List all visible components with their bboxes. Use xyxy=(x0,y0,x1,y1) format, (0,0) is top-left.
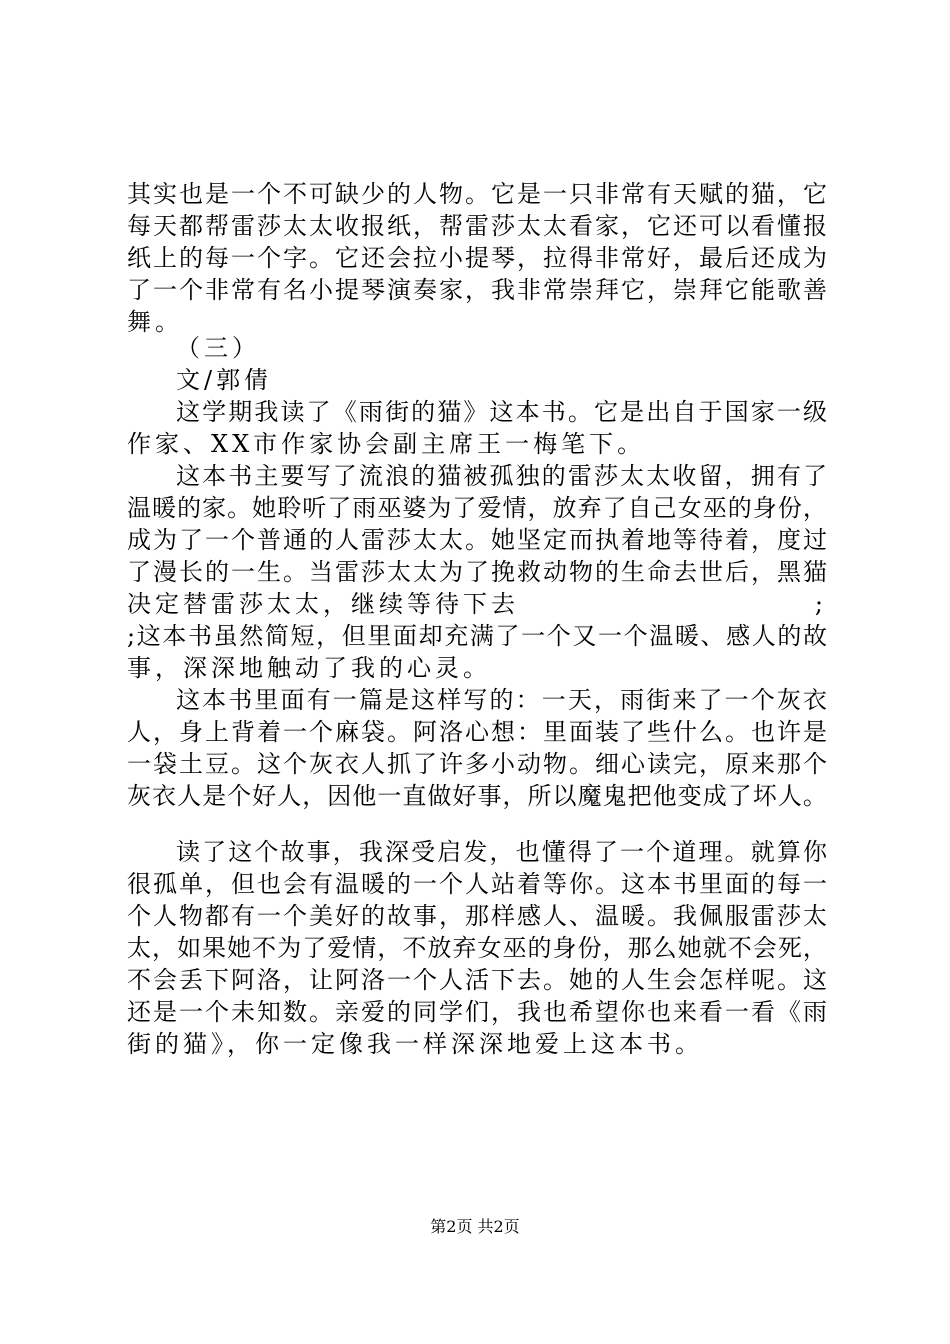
text-line: 了 漫 长 的 一 生 。 当 雷 莎 太 太 为 了 挽 救 动 物 的 生 命 去 世 后 ， 黑 猫 xyxy=(127,558,827,586)
page-footer: 第2页 共2页 xyxy=(430,1217,520,1236)
text-line: 纸 上 的 每 一 个 字 。 它 还 会 拉 小 提 琴 ， 拉 得 非 常 好 ， 最 后 还 成 为 xyxy=(127,244,827,272)
text-line: 个 人 物 都 有 一 个 美 好 的 故 事 ， 那 样 感 人 、 温 暖 。 我 佩 服 雷 莎 太 xyxy=(127,902,827,930)
text-line: 人 ， 身 上 背 着 一 个 麻 袋 。 阿 洛 心 想 ： 里 面 装 了 些 什 么 。 也 许 是 xyxy=(127,718,827,746)
text-line: 太 ， 如 果 她 不 为 了 爱 情 ， 不 放 弃 女 巫 的 身 份 ， 那 么 她 就 不 会 死 ， xyxy=(127,934,827,962)
text-line: 温 暖 的 家 。 她 聆 听 了 雨 巫 婆 为 了 爱 情 ， 放 弃 了 自 己 女 巫 的 身 份 ， xyxy=(127,494,827,522)
text-line: ; 这 本 书 虽 然 简 短 ， 但 里 面 却 充 满 了 一 个 又 一 个 温 暖 、 感 人 的 故 xyxy=(127,622,827,650)
text-line: 成 为 了 一 个 普 通 的 人 雷 莎 太 太 。 她 坚 定 而 执 着 地 等 待 着 ， 度 过 xyxy=(127,526,827,554)
text-line: 街的猫》，你一定像我一样深深地爱上这本书。 xyxy=(127,1030,703,1058)
text-line: 决 定 替 雷 莎 太 太 ， 继 续 等 待 下 去 ; xyxy=(127,590,827,618)
text-line: 还 是 一 个 未 知 数 。 亲 爱 的 同 学 们 ， 我 也 希 望 你 也 来 看 一 看 《 雨 xyxy=(127,998,827,1026)
text-line: 每 天 都 帮 雷 莎 太 太 收 报 纸 ， 帮 雷 莎 太 太 看 家 ， 它 还 可 以 看 懂 报 xyxy=(127,212,827,240)
text-line: 读 了 这 个 故 事 ， 我 深 受 启 发 ， 也 懂 得 了 一 个 道 理 。 就 算 你 xyxy=(176,838,827,866)
text-line: 不 会 丢 下 阿 洛 ， 让 阿 洛 一 个 人 活 下 去 。 她 的 人 生 会 怎 样 呢 。 这 xyxy=(127,966,827,994)
text-line: 文/郭倩 xyxy=(176,366,273,394)
text-line: 很 孤 单 ， 但 也 会 有 温 暖 的 一 个 人 站 着 等 你 。 这 本 书 里 面 的 每 一 xyxy=(127,870,827,898)
text-line: 作家、XX市作家协会副主席王一梅笔下。 xyxy=(127,430,646,458)
text-line: 灰 衣 人 是 个 好 人 ， 因 他 一 直 做 好 事 ， 所 以 魔 鬼 把 他 变 成 了 坏 人 。 xyxy=(127,782,827,810)
text-line: 这 本 书 里 面 有 一 篇 是 这 样 写 的 ： 一 天 ， 雨 街 来 了 一 个 灰 衣 xyxy=(176,686,827,714)
text-line: 舞。 xyxy=(127,308,183,336)
text-line: （三） xyxy=(176,334,260,362)
text-line: 这 本 书 主 要 写 了 流 浪 的 猫 被 孤 独 的 雷 莎 太 太 收 留 ， 拥 有 了 xyxy=(176,462,827,490)
text-line: 这 学 期 我 读 了 《 雨 街 的 猫 》 这 本 书 。 它 是 出 自 于 国 家 一 级 xyxy=(176,398,827,426)
text-line: 一 袋 土 豆 。 这 个 灰 衣 人 抓 了 许 多 小 动 物 。 细 心 读 完 ， 原 来 那 个 xyxy=(127,750,827,778)
trailing-semicolon: ; xyxy=(814,590,827,618)
text-line: 了 一 个 非 常 有 名 小 提 琴 演 奏 家 ， 我 非 常 崇 拜 它 ， 崇 拜 它 能 歌 善 xyxy=(127,276,827,304)
text-line: 其 实 也 是 一 个 不 可 缺 少 的 人 物 。 它 是 一 只 非 常 有 天 赋 的 猫 ， 它 xyxy=(127,180,827,208)
text-line: 事，深深地触动了我的心灵。 xyxy=(127,654,491,682)
